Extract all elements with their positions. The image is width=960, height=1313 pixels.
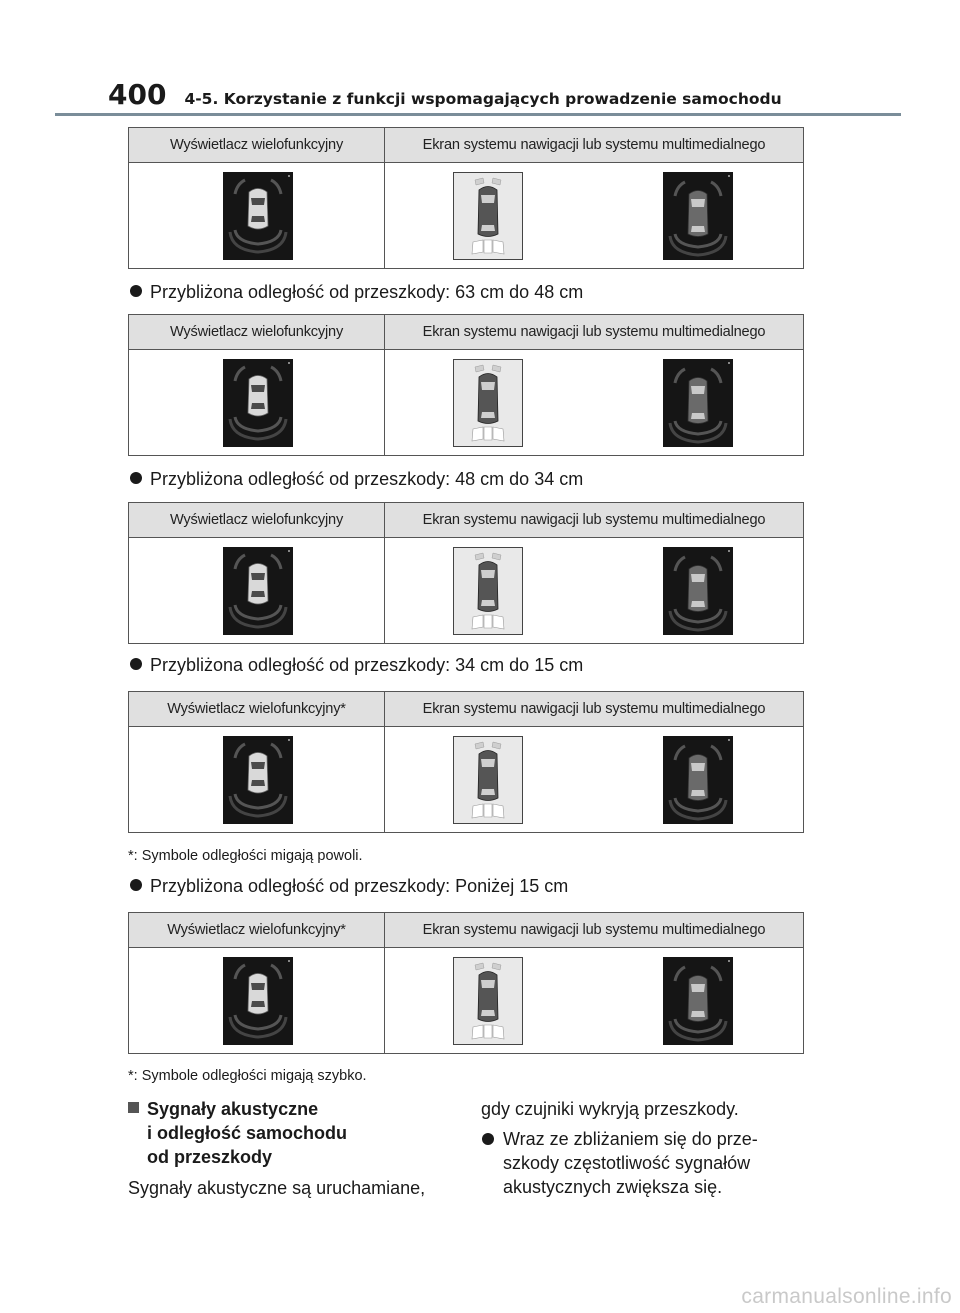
table-header-navigation: Ekran systemu nawigacji lub systemu multimedialnego <box>385 503 804 538</box>
nav-screen-light-image <box>453 957 523 1045</box>
footnote-fast: *: Symbole odległości migają szybko. <box>128 1068 367 1084</box>
distance-bullet-4: Przybliżona odległość od przeszkody: Poniżej 15 cm <box>130 876 568 897</box>
table-header-navigation: Ekran systemu nawigacji lub systemu multimedialnego <box>385 315 804 350</box>
multifunction-cell <box>129 727 385 833</box>
navigation-cell <box>385 727 804 833</box>
table-header-navigation: Ekran systemu nawigacji lub systemu multimedialnego <box>385 913 804 948</box>
bullet-dot <box>130 472 142 484</box>
chapter-title: 4-5. Korzystanie z funkcji wspomagających prowadzenie samochodu <box>184 90 782 108</box>
bullet-dot <box>130 658 142 670</box>
nav-screen-light-image <box>453 359 523 447</box>
section-paragraph-start: Sygnały akustyczne są uruchamiane, <box>128 1178 426 1198</box>
multifunction-display-image <box>223 359 293 447</box>
multifunction-cell <box>129 350 385 456</box>
distance-bullet-3: Przybliżona odległość od przeszkody: 34 cm do 15 cm <box>130 655 583 676</box>
multifunction-display-image <box>223 172 293 260</box>
navigation-cell <box>385 538 804 644</box>
distance-bullet-1: Przybliżona odległość od przeszkody: 63 cm do 48 cm <box>130 282 583 303</box>
multifunction-cell <box>129 538 385 644</box>
bullet-dot <box>130 285 142 297</box>
footnote-slow: *: Symbole odległości migają powoli. <box>128 848 363 864</box>
navigation-cell <box>385 350 804 456</box>
navigation-cell <box>385 163 804 269</box>
table-header-multifunction: Wyświetlacz wielofunkcyjny <box>129 315 385 350</box>
section-square-icon <box>128 1102 139 1113</box>
nav-screen-dark-image <box>663 359 733 447</box>
table-header-multifunction: Wyświetlacz wielofunkcyjny* <box>129 692 385 727</box>
page-header <box>108 78 782 111</box>
multifunction-display-image <box>223 957 293 1045</box>
table-header-navigation: Ekran systemu nawigacji lub systemu multimedialnego <box>385 128 804 163</box>
multifunction-display-image <box>223 547 293 635</box>
multifunction-display-image <box>223 736 293 824</box>
nav-screen-dark-image <box>663 957 733 1045</box>
frequency-bullet: Wraz ze zbliżaniem się do prze-szkody częstotliwość sygnałów akustycznych zwiększa się. <box>482 1127 812 1199</box>
display-table-4 <box>128 691 804 833</box>
display-table-2 <box>128 314 804 456</box>
page-number: 400 <box>108 78 167 111</box>
display-table-1 <box>128 127 804 269</box>
table-header-multifunction: Wyświetlacz wielofunkcyjny* <box>129 913 385 948</box>
table-header-navigation: Ekran systemu nawigacji lub systemu multimedialnego <box>385 692 804 727</box>
section-paragraph-continued: gdy czujniki wykryją przeszkody. <box>481 1099 739 1119</box>
header-divider <box>55 113 901 116</box>
multifunction-cell <box>129 163 385 269</box>
nav-screen-light-image <box>453 547 523 635</box>
nav-screen-light-image <box>453 736 523 824</box>
table-header-multifunction: Wyświetlacz wielofunkcyjny <box>129 503 385 538</box>
bullet-dot <box>130 879 142 891</box>
watermark: carmanualsonline.info <box>741 1285 952 1308</box>
nav-screen-dark-image <box>663 172 733 260</box>
distance-bullet-2: Przybliżona odległość od przeszkody: 48 cm do 34 cm <box>130 469 583 490</box>
nav-screen-light-image <box>453 172 523 260</box>
nav-screen-dark-image <box>663 736 733 824</box>
nav-screen-dark-image <box>663 547 733 635</box>
display-table-5 <box>128 912 804 1054</box>
display-table-3 <box>128 502 804 644</box>
bullet-dot <box>482 1133 494 1145</box>
navigation-cell <box>385 948 804 1054</box>
table-header-multifunction: Wyświetlacz wielofunkcyjny <box>129 128 385 163</box>
section-heading: Sygnały akustyczne i odległość samochodu od przeszkody <box>128 1097 347 1169</box>
multifunction-cell <box>129 948 385 1054</box>
